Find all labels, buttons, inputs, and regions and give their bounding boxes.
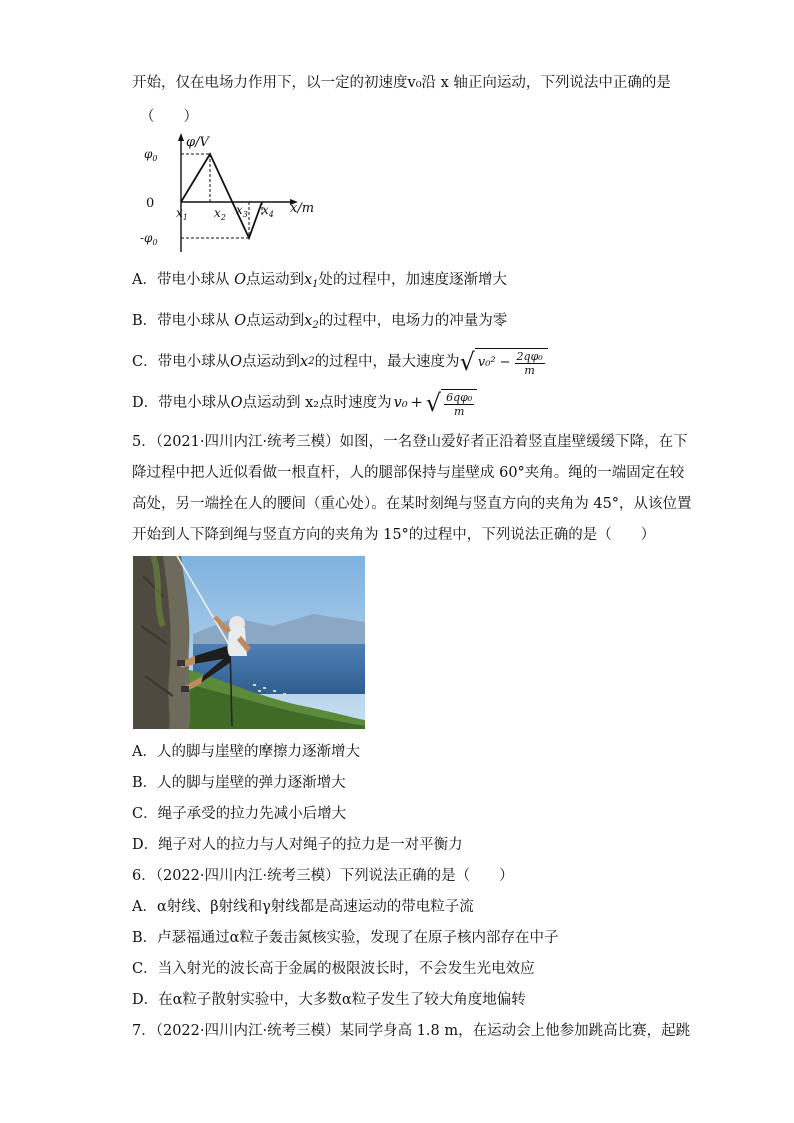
q5-option-c: C．绳子承受的拉力先减小后增大: [132, 806, 347, 822]
q6-option-b: B．卢瑟福通过α粒子轰击氮核实验，发现了在原子核内部存在中子: [132, 930, 559, 946]
q4-option-c: C．带电小球从 O 点运动到 x 2 的过程中，最大速度为 √ v₀² − $\frac{\text{2qφ₀}}{m}$: [132, 347, 548, 377]
climber-photo: [133, 556, 365, 729]
q7-stem: 7．（2022·四川内江·统考三模）某同学身高 1.8 m，在运动会上他参加跳高比赛，起跳: [132, 1023, 691, 1039]
max-speed-formula: √ v₀² − $\frac{\text{2qφ₀}}{m}$: [460, 348, 548, 377]
answer-blank: （ ）: [140, 109, 198, 125]
question-4-stem-continuation: 开始，仅在电场力作用下，以一定的初速度v₀沿 x 轴正向运动，下列说法中正确的是: [132, 75, 671, 91]
x3-tick-label: $x_3$: [236, 203, 248, 219]
q4-option-d: D．带电小球从 O 点运动到 x₂点时速度为 v₀ + √ $\frac{\text{6qφ₀}}{m}$: [132, 388, 477, 418]
q6-option-a: A．α射线、β射线和γ射线都是高速运动的带电粒子流: [132, 899, 474, 915]
q5-option-a: A．人的脚与崖壁的摩擦力逐渐增大: [132, 744, 360, 760]
q5-option-d: D．绳子对人的拉力与人对绳子的拉力是一对平衡力: [132, 837, 463, 853]
q5-stem-line-3: 高处，另一端拴在人的腰间（重心处）。在某时刻绳与竖直方向的夹角为 45°，从该位置: [132, 496, 692, 512]
x1-tick-label: $x_1$: [176, 206, 188, 222]
speed-at-x2-formula: √ $\frac{\text{6qφ₀}}{m}$: [426, 389, 477, 418]
q5-option-b: B．人的脚与崖壁的弹力逐渐增大: [132, 775, 346, 791]
potential-graph: [140, 130, 340, 255]
q4-option-b: B．带电小球从 O点运动到$x_2$的过程中，电场力的冲量为零: [132, 313, 508, 331]
q5-stem-line-2: 降过程中把人近似看做一根直杆，人的腿部保持与崖壁成 60°夹角。绳的一端固定在较: [132, 465, 685, 481]
x2-tick-label: $x_2$: [214, 206, 226, 222]
q5-stem-line-4: 开始到人下降到绳与竖直方向的夹角为 15°的过程中，下列说法正确的是（ ）: [132, 527, 656, 543]
phi0-label: $\varphi_0$: [144, 147, 158, 163]
y-axis-label: φ/V: [186, 135, 209, 150]
q6-stem: 6．（2022·四川内江·统考三模）下列说法正确的是（ ）: [132, 868, 514, 884]
q5-stem-line-1: 5．（2021·四川内江·统考三模）如图，一名登山爱好者正沿着竖直崖壁缓缓下降，在下: [132, 434, 688, 450]
neg-phi0-label: $-\varphi_0$: [140, 231, 158, 247]
q4-option-a: A．带电小球从 O点运动到$x_1$处的过程中，加速度逐渐增大: [132, 272, 508, 290]
q6-option-c: C．当入射光的波长高于金属的极限波长时，不会发生光电效应: [132, 961, 535, 977]
q6-option-d: D．在α粒子散射实验中，大多数α粒子发生了较大角度地偏转: [132, 992, 526, 1008]
x4-tick-label: $x_4$: [262, 203, 274, 219]
x-axis-label: x/m: [290, 201, 315, 216]
origin-label: 0: [146, 196, 155, 211]
